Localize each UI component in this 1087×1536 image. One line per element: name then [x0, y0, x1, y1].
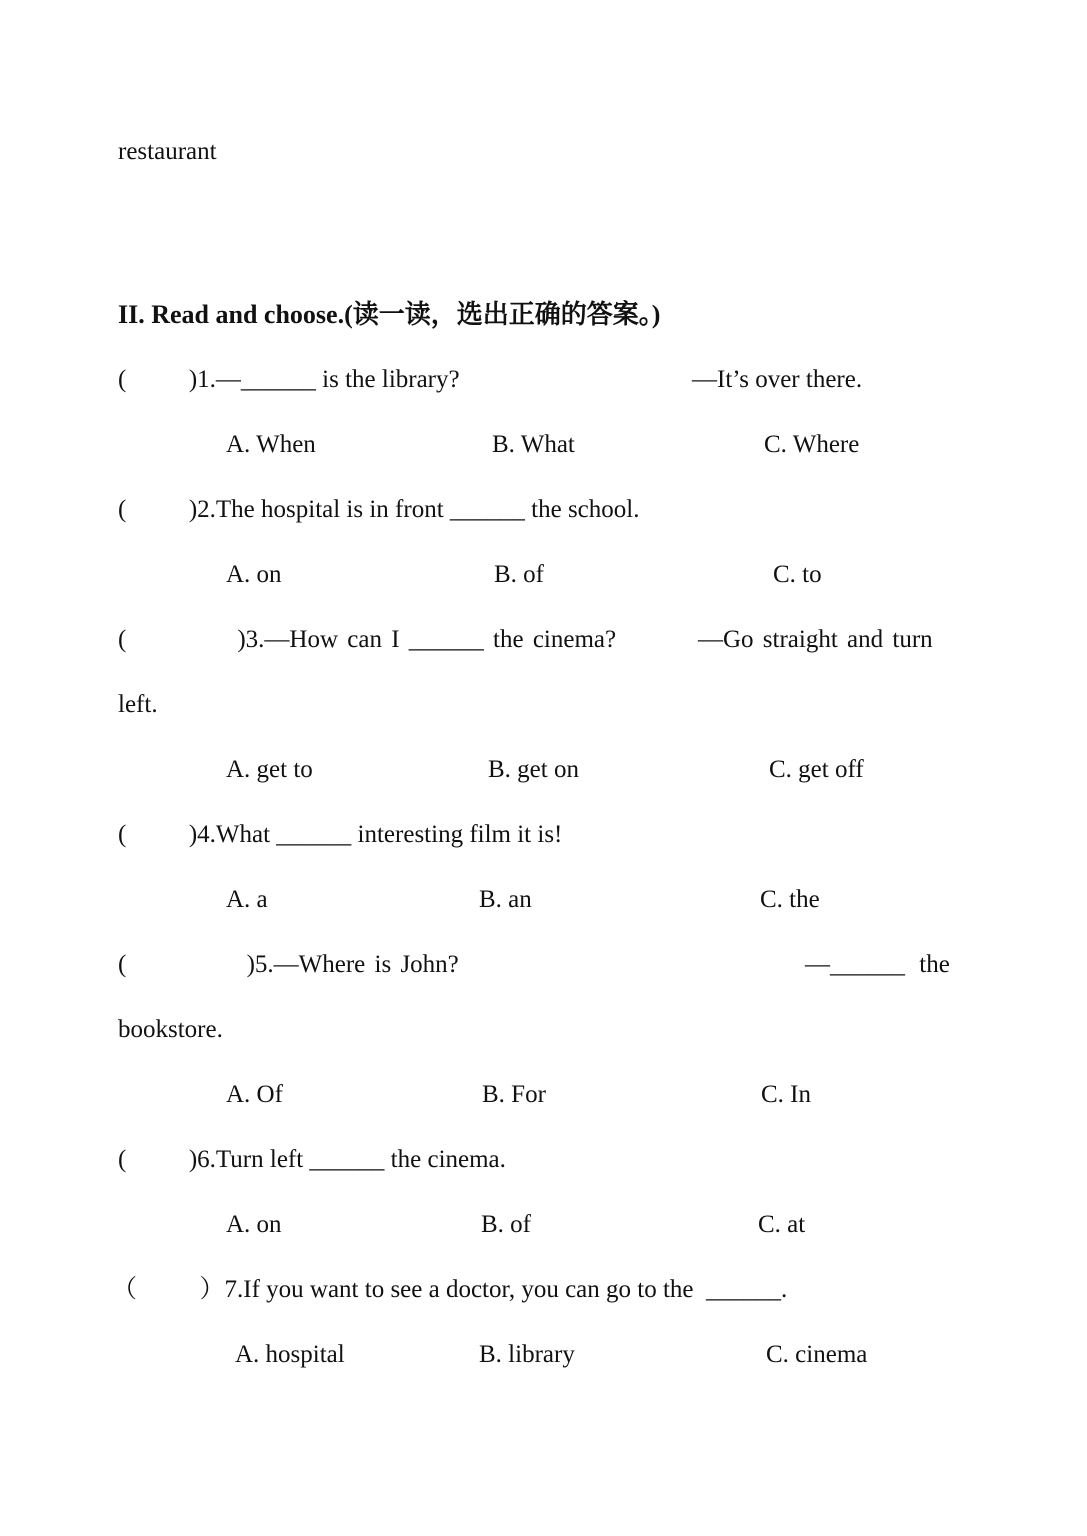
- question-3-stem: ( )3.—How can I ______ the cinema?: [118, 626, 617, 653]
- question-1-option-b: B. What: [492, 431, 575, 458]
- question-1-reply: —It’s over there.: [692, 366, 863, 393]
- question-7-option-c: C. cinema: [766, 1341, 868, 1368]
- question-1-option-c: C. Where: [764, 431, 860, 458]
- question-6-option-c: C. at: [758, 1211, 806, 1238]
- question-3-reply: —Go straight and turn: [698, 626, 933, 653]
- question-5-continuation: bookstore.: [118, 1016, 223, 1043]
- question-5-option-b: B. For: [482, 1081, 546, 1108]
- question-5-stem: ( )5.—Where is John?: [118, 951, 459, 978]
- previous-answer-word: restaurant: [118, 138, 217, 165]
- question-4-option-a: A. a: [226, 886, 268, 913]
- question-2-option-b: B. of: [494, 561, 544, 588]
- question-4-stem: ( )4.What ______ interesting film it is!: [118, 821, 563, 848]
- question-1-option-a: A. When: [226, 431, 316, 458]
- question-1-stem: ( )1.—______ is the library?: [118, 366, 460, 393]
- question-3-option-b: B. get on: [488, 756, 579, 783]
- question-2-stem: ( )2.The hospital is in front ______ the school.: [118, 496, 640, 523]
- question-6-stem: ( )6.Turn left ______ the cinema.: [118, 1146, 506, 1173]
- question-2-option-a: A. on: [226, 561, 282, 588]
- question-5-reply: —______ the: [805, 951, 950, 978]
- question-5-option-a: A. Of: [226, 1081, 283, 1108]
- question-3-option-a: A. get to: [226, 756, 313, 783]
- question-3-option-c: C. get off: [769, 756, 864, 783]
- question-2-option-c: C. to: [773, 561, 822, 588]
- question-7-stem: （ ）7.If you want to see a doctor, you can go to the ______.: [112, 1276, 788, 1303]
- section-title: II. Read and choose.(读一读，选出正确的答案。): [118, 300, 661, 329]
- question-3-continuation: left.: [118, 691, 158, 718]
- question-7-option-a: A. hospital: [235, 1341, 345, 1368]
- question-6-option-b: B. of: [481, 1211, 531, 1238]
- question-4-option-b: B. an: [479, 886, 532, 913]
- question-5-option-c: C. In: [761, 1081, 811, 1108]
- question-6-option-a: A. on: [226, 1211, 282, 1238]
- question-7-option-b: B. library: [479, 1341, 575, 1368]
- question-4-option-c: C. the: [760, 886, 820, 913]
